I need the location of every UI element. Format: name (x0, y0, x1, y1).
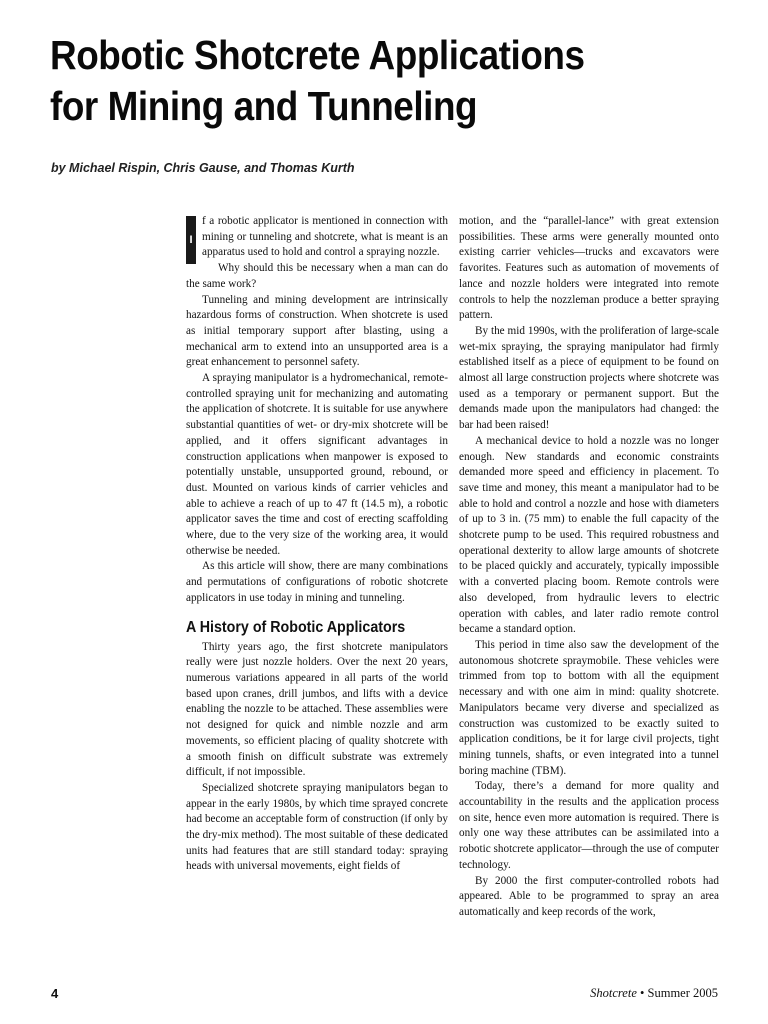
section-heading: A History of Robotic Applicators (186, 618, 406, 636)
paragraph-continued: motion, and the “parallel-lance” with great extension possibilities. These arms were generally mounted onto existing carrier vehicles—trucks and excavators were favorites. Features such as automation of movements of lance and nozzle holders were integrated into remote controls to help the nozzleman produce a better spraying pattern. (459, 215, 719, 322)
drop-cap: I (186, 216, 196, 264)
paragraph: A mechanical device to hold a nozzle was no longer enough. New standards and economic constraints demanded more speed and efficiency in placement. To save time and money, this meant a manipulator had to be able to hold and control a nozzle and hose with diameters of up to 3 in. (75 mm) to enable the full capacity of the shotcrete pump to be used. This required robustness and operational dexterity to allow large amounts of shotcrete to be placed quickly and accurately, typically impossible with a converted placing boom. Remote controls were also developed, from hydraulic levers to electric operation with cables, and later radio remote control became a standard option. (459, 434, 719, 636)
body-column-left (186, 214, 448, 875)
paragraph: Thirty years ago, the first shotcrete manipulators really were just nozzle holders. Over the next 20 years, numerous variations appeared in all parts of the world based upon cranes, drill jumbos, and lifts with a device enabling the nozzle to be attached. These assemblies were not designed for quick and nimble nozzle and arm movements, so efficient placing of quality shotcrete with a smooth finish on difficult substrate was extremely difficult, if not impossible. (186, 640, 448, 779)
article-title-line-2: for Mining and Tunneling (50, 83, 478, 129)
body-column-right (459, 214, 719, 921)
paragraph: As this article will show, there are many combinations and permutations of configurations of robotic shotcrete applicators in use today in mining and tunneling. (186, 560, 448, 604)
byline: by Michael Rispin, Chris Gause, and Thomas Kurth (51, 161, 355, 175)
article-title (50, 30, 680, 132)
magazine-name: Shotcrete (590, 986, 637, 1000)
page-number: 4 (51, 986, 59, 1001)
paragraph: Today, there’s a demand for more quality and accountability in the results and the application process on site, hence even more automation is required. There is only one way these attributes can be assimilated into a robotic shotcrete applicator—through the use of computer technology. (459, 780, 719, 871)
paragraph: Specialized shotcrete spraying manipulators began to appear in the early 1980s, by which time sprayed concrete had become an acceptable form of construction (if only by the dry-mix method). The most suitable of these dedicated units had features that are still standard today: spraying heads with universal movements, eight fields of (186, 781, 448, 873)
running-footer (590, 986, 718, 1001)
paragraph: This period in time also saw the development of the autonomous shotcrete spraymobile. These vehicles were trimmed from top to bottom with all the equipment necessary and with one aim in mind: quality shotcrete. Manipulators became very diverse and specialized as construction was customized to be exactly suited to application conditions, be it for large civil projects, tight mining tunnels, shafts, or even integrated into a tunnel boring machine (TBM). (459, 638, 719, 777)
footer-separator: • (636, 986, 648, 1000)
issue-date: Summer 2005 (647, 986, 718, 1000)
paragraph: Why should this be necessary when a man can do the same work? (186, 262, 448, 290)
paragraph: Tunneling and mining development are intrinsically hazardous forms of construction. When shotcrete is used as initial temporary support after blasting, using a mechanical arm to extend into an unsupported area is a great enhancement to personnel safety. (186, 293, 448, 369)
article-title-line-1: Robotic Shotcrete Applications (50, 32, 585, 78)
paragraph: By the mid 1990s, with the proliferation of large-scale wet-mix spraying, the spraying manipulator had firmly established itself as a piece of equipment to be found on almost all large construction projects where shotcrete was used as a temporary or permanent support. But the demands made upon the manipulators had changed: the bar had been raised! (459, 324, 719, 432)
paragraph-intro: I f a robotic applicator is mentioned in connection with mining or tunneling and shotcrete, what is meant is an apparatus used to hold and control a spraying nozzle. (186, 214, 448, 261)
paragraph: By 2000 the first computer-controlled robots had appeared. Able to be programmed to spray an area automatically and keep records of the work, (459, 874, 719, 918)
paragraph: A spraying manipulator is a hydromechanical, remote-controlled spraying unit for mechanizing and automating the application of shotcrete. It is suitable for use anywhere substantial quantities of wet- or dry-mix shotcrete will be applied, and it offers significant advantages in construction applications when manpower is exposed to potentially unstable, unsupported ground, rebound, or dust. Mounted on various kinds of carrier vehicles and able to achieve a reach of up to 47 ft (14.5 m), a robotic applicator saves the time and cost of erecting scaffolding where, due to the very size of the working area, it would otherwise be needed. (186, 372, 448, 557)
